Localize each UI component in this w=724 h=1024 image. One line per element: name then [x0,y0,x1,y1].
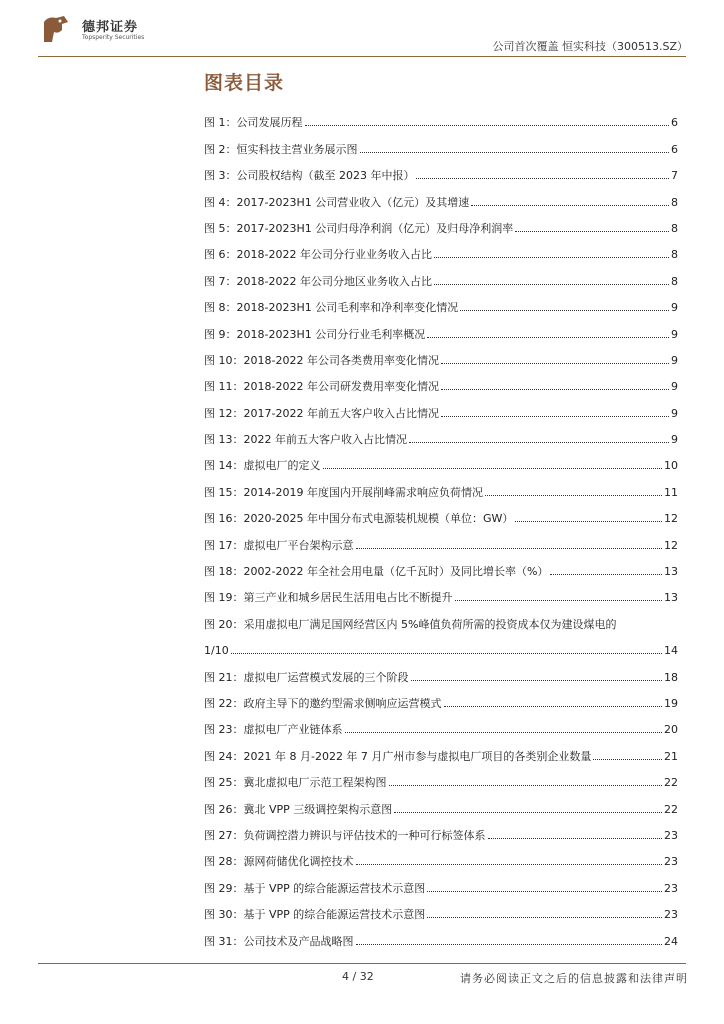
dot-leader [455,600,663,601]
toc-entry[interactable] [204,446,678,472]
toc-entry[interactable] [204,499,678,525]
toc-entry[interactable] [204,684,678,710]
dot-leader [434,257,669,258]
dot-leader [515,521,662,522]
toc-entry[interactable] [204,261,678,287]
dot-leader [471,205,669,206]
toc-entry-label: 图 24：2021 年 8 月-2022 年 7 月广州市参与虚拟电厂项目的各类别企业数量 [204,749,592,763]
toc-entry-label: 图 8：2018-2023H1 公司毛利率和净利率变化情况 [204,301,459,315]
toc-entry[interactable] [204,288,678,314]
toc-entry-page: 6 [671,142,678,156]
dot-leader [231,653,662,654]
toc-entry[interactable] [204,420,678,446]
toc-entry[interactable] [204,367,678,393]
toc-entry-continuation[interactable] [204,631,678,657]
toc-entry[interactable] [204,578,678,604]
dot-leader [444,706,663,707]
dot-leader [488,838,663,839]
toc-entry-page: 18 [664,670,678,684]
page-number: 4 / 32 [342,970,374,983]
toc-entry-label: 图 12：2017-2022 年前五大客户收入占比情况 [204,406,439,420]
toc-entry-page: 13 [664,565,678,579]
dot-leader [441,363,669,364]
toc-entry[interactable] [204,182,678,208]
toc-entry-page: 20 [664,723,678,737]
toc-entry[interactable] [204,816,678,842]
toc-entry[interactable] [204,552,678,578]
toc-entry-label: 图 13：2022 年前五大客户收入占比情况 [204,433,407,447]
brand-logo [38,12,148,48]
toc-entry-label: 图 5：2017-2023H1 公司归母净利润（亿元）及归母净利润率 [204,221,514,235]
toc-entry-label: 图 23：虚拟电厂产业链体系 [204,723,343,737]
dot-leader [550,574,662,575]
toc-entry[interactable] [204,842,678,868]
toc-entry-label: 图 15：2014-2019 年度国内开展削峰需求响应负荷情况 [204,485,483,499]
toc-entry[interactable] [204,314,678,340]
toc-entry-page: 9 [671,380,678,394]
toc-entry[interactable] [204,763,678,789]
toc-entry-label: 图 2：恒实科技主营业务展示图 [204,142,358,156]
figure-list [204,103,678,948]
dot-leader [460,310,669,311]
toc-entry-label: 图 6：2018-2022 年公司分行业业务收入占比 [204,248,432,262]
dot-leader [593,759,662,760]
toc-entry-page: 8 [671,248,678,262]
toc-entry-page: 13 [664,591,678,605]
toc-entry-label: 图 30：基于 VPP 的综合能源运营技术示意图 [204,908,426,922]
dot-leader [389,785,663,786]
logo-en-text: Topsperity Securities [82,34,145,41]
toc-entry-label: 图 20：采用虚拟电厂满足国网经营区内 5%峰值负荷所需的投资成本仅为建设煤电的 [204,617,617,631]
report-title: 公司首次覆盖 恒实科技（300513.SZ） [492,40,688,53]
toc-entry-page: 9 [671,406,678,420]
dot-leader [441,389,669,390]
toc-entry[interactable] [204,235,678,261]
toc-entry-page: 24 [664,934,678,948]
toc-entry[interactable] [204,657,678,683]
toc-entry-label: 图 28：源网荷储优化调控技术 [204,855,354,869]
dot-leader [323,468,663,469]
dot-leader [360,152,670,153]
dot-leader [427,337,669,338]
dot-leader [416,178,669,179]
dot-leader [515,231,669,232]
toc-entry[interactable] [204,103,678,129]
toc-entry-label: 图 4：2017-2023H1 公司营业收入（亿元）及其增速 [204,195,470,209]
toc-entry-page: 9 [671,353,678,367]
toc-entry[interactable] [204,393,678,419]
dot-leader [356,864,663,865]
toc-entry-label: 图 14：虚拟电厂的定义 [204,459,321,473]
toc-entry-label: 图 17：虚拟电厂平台架构示意 [204,538,354,552]
toc-entry-page: 21 [664,749,678,763]
toc-entry-page: 12 [664,512,678,526]
toc-entry-page: 19 [664,696,678,710]
dot-leader [434,284,669,285]
toc-entry-page: 8 [671,274,678,288]
toc-entry[interactable] [204,525,678,551]
toc-entry[interactable] [204,604,678,630]
header-divider [38,56,686,57]
toc-entry-label: 图 29：基于 VPP 的综合能源运营技术示意图 [204,881,426,895]
dot-leader [409,442,669,443]
disclaimer-note: 请务必阅读正文之后的信息披露和法律声明 [460,972,688,985]
dot-leader [441,416,669,417]
logo-cn-text: 德邦证券 [82,20,139,35]
toc-entry-label: 图 21：虚拟电厂运营模式发展的三个阶段 [204,670,409,684]
toc-entry-page: 8 [671,221,678,235]
toc-entry-page: 7 [671,169,678,183]
toc-entry-page: 9 [671,327,678,341]
toc-entry[interactable] [204,710,678,736]
toc-entry[interactable] [204,129,678,155]
toc-entry[interactable] [204,156,678,182]
dot-leader [411,680,663,681]
dot-leader [394,812,662,813]
toc-entry-page: 23 [664,881,678,895]
toc-entry[interactable] [204,472,678,498]
toc-entry-label: 图 1：公司发展历程 [204,116,303,130]
logo-mark-icon [38,12,74,48]
toc-entry-label: 图 11：2018-2022 年公司研发费用率变化情况 [204,380,439,394]
toc-entry-label: 图 25：冀北虚拟电厂示范工程架构图 [204,776,387,790]
toc-entry-label: 图 26：冀北 VPP 三级调控架构示意图 [204,802,393,816]
toc-entry-page: 11 [664,485,678,499]
toc-entry-label: 图 9：2018-2023H1 公司分行业毛利率概况 [204,327,426,341]
toc-entry[interactable] [204,868,678,894]
toc-entry-page: 14 [664,644,678,658]
toc-entry-page: 22 [664,802,678,816]
toc-entry-page: 6 [671,116,678,130]
dot-leader [305,125,670,126]
toc-entry-page: 23 [664,855,678,869]
toc-entry-page: 23 [664,828,678,842]
dot-leader [356,548,663,549]
toc-entry-label-cont: 1/10 [204,644,229,658]
toc-entry-page: 12 [664,538,678,552]
toc-entry-label: 图 22：政府主导下的邀约型需求侧响应运营模式 [204,696,442,710]
toc-entry[interactable] [204,895,678,921]
dot-leader [485,495,662,496]
toc-entry[interactable] [204,341,678,367]
toc-entry-page: 8 [671,195,678,209]
dot-leader [427,891,662,892]
toc-entry-label: 图 19：第三产业和城乡居民生活用电占比不断提升 [204,591,453,605]
dot-leader [345,732,663,733]
toc-entry-page: 10 [664,459,678,473]
toc-entry-page: 22 [664,776,678,790]
toc-entry-page: 23 [664,908,678,922]
toc-entry-label: 图 27：负荷调控潜力辨识与评估技术的一种可行标签体系 [204,828,486,842]
toc-entry-label: 图 7：2018-2022 年公司分地区业务收入占比 [204,274,432,288]
toc-entry-label: 图 3：公司股权结构（截至 2023 年中报） [204,169,415,183]
toc-entry[interactable] [204,921,678,947]
toc-entry-label: 图 16：2020-2025 年中国分布式电源装机规模（单位：GW） [204,512,514,526]
dot-leader [427,917,662,918]
toc-entry[interactable] [204,209,678,235]
toc-entry[interactable] [204,789,678,815]
toc-entry-label: 图 31：公司技术及产品战略图 [204,934,354,948]
page-title: 图表目录 [204,72,285,94]
footer-divider [38,963,686,964]
toc-entry-page: 9 [671,433,678,447]
toc-entry[interactable] [204,736,678,762]
toc-entry-label: 图 10：2018-2022 年公司各类费用率变化情况 [204,353,439,367]
dot-leader [356,944,663,945]
toc-entry-page: 9 [671,301,678,315]
toc-entry-label: 图 18：2002-2022 年全社会用电量（亿千瓦时）及同比增长率（%） [204,565,549,579]
